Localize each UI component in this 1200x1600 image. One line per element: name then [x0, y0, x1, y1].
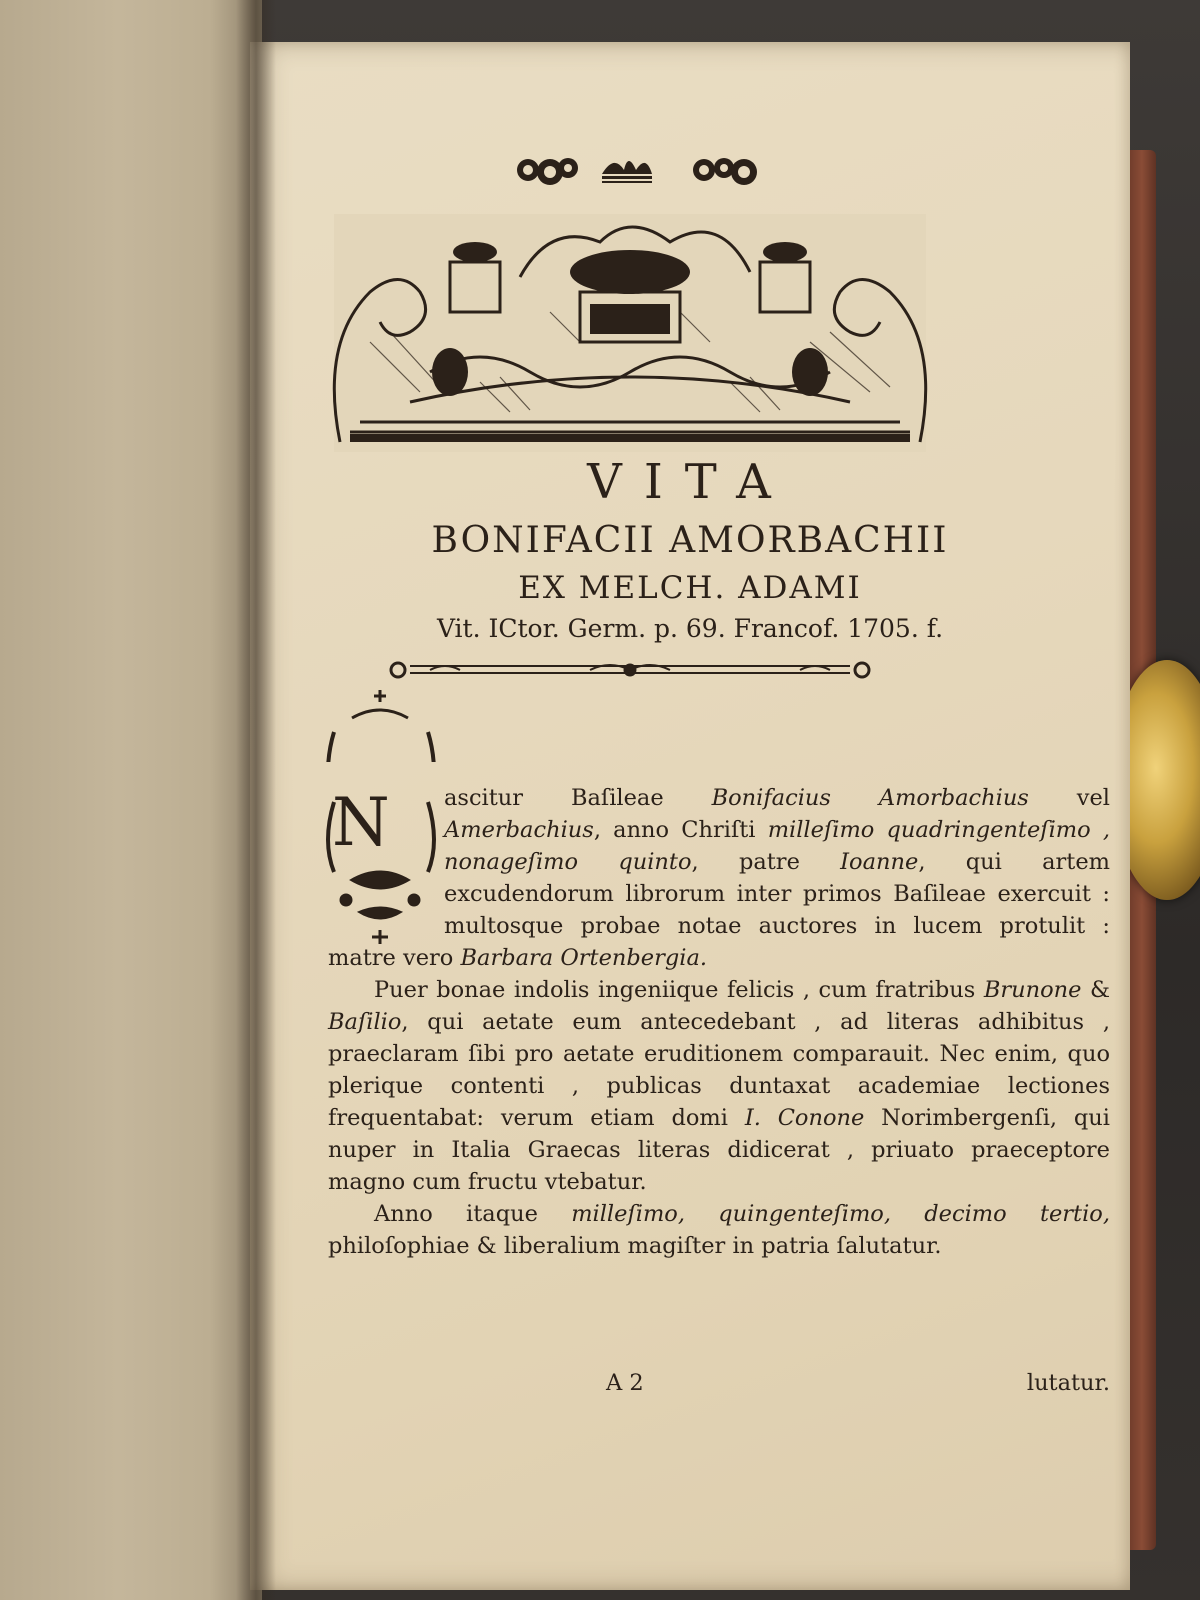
text-run: ascitur Baſileae	[444, 785, 712, 811]
text-run: Norimbergenſi, qui nuper in Italia Graecas literas didicerat , priuato praeceptore magno cum fructu vtebatur.	[328, 1105, 1110, 1195]
paragraph	[328, 1198, 1110, 1262]
page-text	[250, 42, 1130, 1590]
title-source: EX MELCH. ADAMI	[518, 570, 862, 606]
text-run: , patre	[691, 849, 841, 875]
catchword: lutatur.	[1026, 1370, 1110, 1396]
drop-cap-letter: N	[332, 784, 390, 861]
text-run: , anno Chriſti	[593, 817, 768, 843]
text-run-italic: Brunone	[983, 977, 1082, 1003]
text-run-italic: Bonifacius Amorbachius	[711, 785, 1029, 811]
signature-mark: A 2	[606, 1370, 644, 1396]
text-run-italic: Amerbachius	[444, 817, 594, 843]
text-run-italic: milleſimo quadringenteſimo , nonageſimo quinto	[444, 817, 1110, 875]
text-run: vel	[1028, 785, 1110, 811]
text-run: Anno itaque	[374, 1201, 572, 1227]
text-run: , qui aetate eum antecedebant , ad literas adhibitus , praeclaram ſibi pro aetate eruditionem comparauit. Nec enim, quo plerique contenti , publicas duntaxat academiae lectiones frequentabat: verum etiam domi	[328, 1009, 1110, 1131]
paragraph	[328, 782, 1110, 974]
title-citation: Vit. ICtor. Germ. p. 69. Francof. 1705. f.	[436, 614, 944, 643]
title-name: BONIFACII AMORBACHII	[431, 520, 949, 561]
text-run-italic: Ioanne	[840, 849, 919, 875]
left-page	[0, 0, 262, 1600]
text-run: philoſophiae & liberalium magiſter in patria ſalutatur.	[328, 1233, 942, 1259]
body-text	[328, 782, 1110, 1262]
text-run-italic: Baſilio	[328, 1009, 402, 1035]
title-vita: VITA	[587, 454, 793, 510]
text-run: &	[1081, 977, 1110, 1003]
page-footer	[328, 1368, 1110, 1398]
text-run-italic: Barbara Ortenbergia.	[460, 945, 708, 971]
paragraph	[328, 974, 1110, 1198]
drop-cap-space	[328, 782, 444, 942]
text-run-italic: milleſimo, quingenteſimo, decimo tertio,	[571, 1201, 1110, 1227]
right-page	[250, 42, 1130, 1590]
text-run: Puer bonae indolis ingeniique felicis , cum fratribus	[374, 977, 984, 1003]
text-run: , qui artem excudendorum librorum inter primos Baſileae exercuit : multosque probae notae auctores in lucem protulit : matre vero	[328, 849, 1110, 971]
book-gutter-shadow	[236, 0, 276, 1600]
text-run-italic: I. Conone	[744, 1105, 865, 1131]
